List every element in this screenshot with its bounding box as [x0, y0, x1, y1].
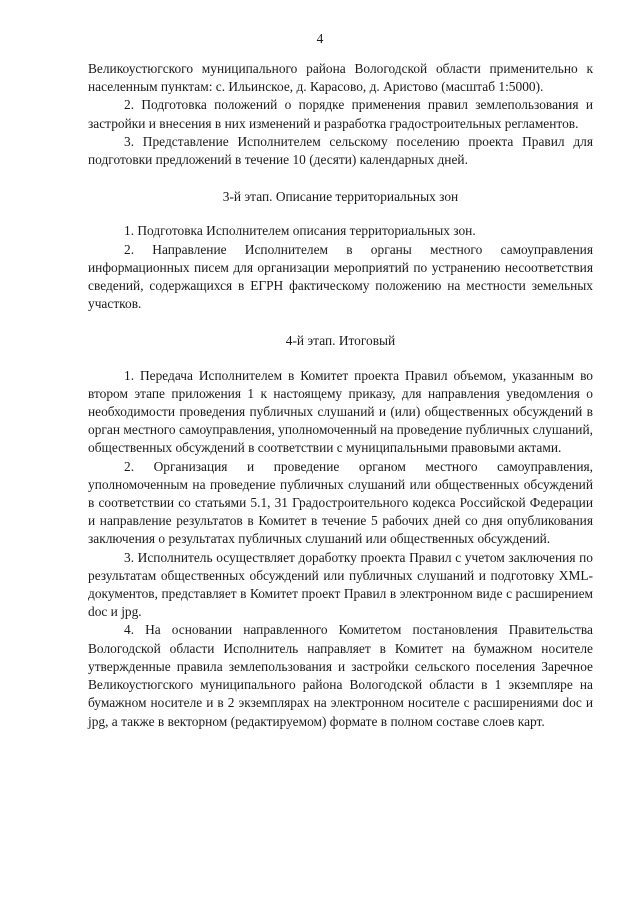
stage4-item: 4. На основании направленного Комитетом постановления Правительства Вологодской области Исполнитель направляет в Комитет на бумажном носителе утвержденные правила землепользования и застройки сельского поселения Заречное Великоустюгского муниципального района Вологодской области в 1 экземпляре на бумажном носителе и в 2 экземплярах на электронном носителе с расширениями doc и jpg, а также в векторном (редактируемом) формате в полном составе слоев карт.	[88, 622, 593, 729]
stage4-item: 3. Исполнитель осуществляет доработку проекта Правил с учетом заключения по результатам общественных обсуждений или публичных слушаний и подготовку XML-документов, представляет в Комитет проект Правил в электронном виде с расширением doc и jpg.	[88, 549, 593, 620]
stage3-item: 1. Подготовка Исполнителем описания территориальных зон.	[124, 223, 476, 239]
document-body	[88, 60, 593, 731]
page-number: 4	[316, 31, 324, 46]
stage4-item: 2. Организация и проведение органом местного самоуправления, уполномоченным на проведение публичных слушаний или общественных обсуждений в соответствии со статьями 5.1, 31 Градостроительного кодекса Российской Федерации и направление результатов в Комитет в течение 5 рабочих дней со дня опубликования заключения о результатах публичных слушаний или общественных обсуждений.	[88, 458, 593, 547]
stage4-item: 1. Передача Исполнителем в Комитет проекта Правил объемом, указанным во втором этапе приложения 1 к настоящему приказу, для направления уведомления о необходимости проведения публичных слушаний и (или) общественных обсуждений в орган местного самоуправления, уполномоченный на проведение публичных слушаний, общественных обсуждений в соответствии с муниципальными правовыми актами.	[88, 367, 593, 456]
paragraph-item: 2. Подготовка положений о порядке применения правил землепользования и застройки и внесения в них изменений и разработка градостроительных регламентов.	[88, 97, 593, 131]
paragraph-continuation: Великоустюгского муниципального района Вологодской области применительно к населенным пунктам: с. Ильинское, д. Карасово, д. Аристово (масштаб 1:5000).	[88, 61, 593, 95]
paragraph-item: 3. Представление Исполнителем сельскому поселению проекта Правил для подготовки предложений в течение 10 (десяти) календарных дней.	[88, 133, 593, 168]
stage3-item: 2. Направление Исполнителем в органы местного самоуправления информационных писем для организации мероприятий по устранению несоответствия сведений, содержащихся в ЕГРН фактическому положению на местности земельных участков.	[88, 241, 593, 312]
stage4-heading: 4-й этап. Итоговый	[285, 333, 396, 349]
stage3-heading: 3-й этап. Описание территориальных зон	[222, 189, 459, 205]
